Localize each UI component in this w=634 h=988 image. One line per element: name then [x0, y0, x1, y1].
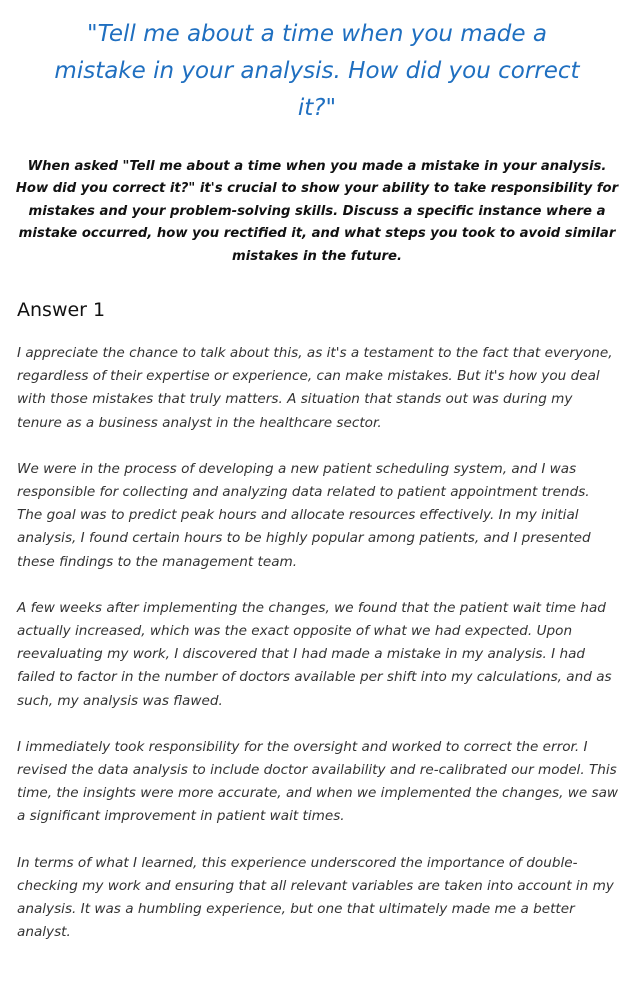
answer-paragraph: We were in the process of developing a new patient scheduling system, and I was responsible for collecting and analyzing data related to patient appointment trends. The goal was to predict peak hours and allocate resources effectively. In my initial analysis, I found certain hours to be highly popular among patients, and I presented these findings to the management team.: [17, 460, 591, 570]
answer-paragraph: I appreciate the chance to talk about this, as it's a testament to the fact that everyone, regardless of their expertise or experience, can make mistakes. But it's how you deal with those mistakes that truly matters. A situation that stands out was during my tenure as a business analyst in the healthcare sector.: [17, 345, 613, 431]
answer-paragraph: In terms of what I learned, this experience underscored the importance of double-checking my work and ensuring that all relevant variables are taken into account in my analysis. It was a humbling experience, but one that ultimately made me a better analyst.: [17, 854, 614, 941]
answer-body: [17, 342, 619, 967]
answer-paragraph: A few weeks after implementing the changes, we found that the patient wait time had actually increased, which was the exact opposite of what we had expected. Upon reevaluating my work, I discovered that I had made a mistake in my analysis. I had failed to factor in the number of doctors available per shift into my calculations, and as such, my analysis was flawed.: [17, 599, 612, 709]
question-intro: When asked "Tell me about a time when you made a mistake in your analysis. How did you correct it?" it's crucial to show your ability to take responsibility for mistakes and your problem-solving skills. Discuss a specific instance where a mistake occurred, how you rectified it, and what steps you took to avoid similar mistakes in the future.: [15, 159, 619, 264]
answer-heading: Answer 1: [17, 299, 106, 321]
answer-paragraph: I immediately took responsibility for the oversight and worked to correct the error. I revised the data analysis to include doctor availability and re-calibrated our model. This time, the insights were more accurate, and when we implemented the changes, we saw a significant improvement in patient wait times.: [17, 738, 619, 825]
question-title: "Tell me about a time when you made a mistake in your analysis. How did you correct it?": [54, 21, 580, 121]
